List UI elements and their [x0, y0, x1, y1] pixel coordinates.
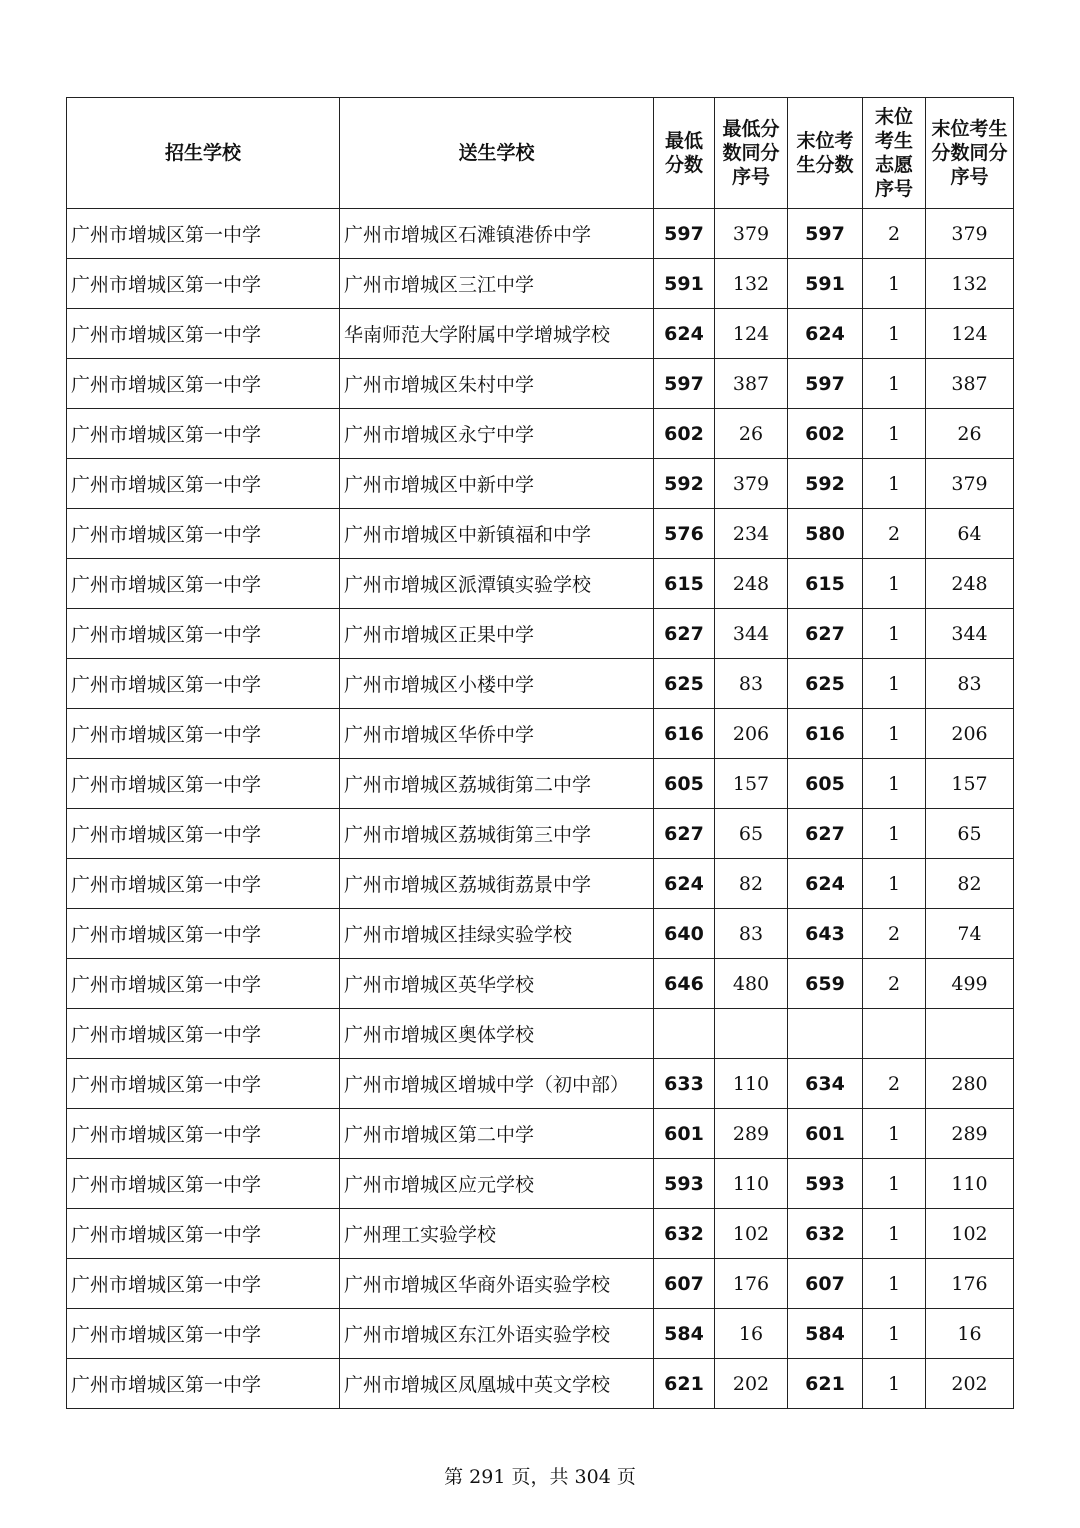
cell-last-student-score: 615	[788, 559, 863, 609]
cell-sending-school: 广州理工实验学校	[340, 1209, 654, 1259]
cell-min-score: 627	[654, 609, 715, 659]
table-row	[67, 659, 1014, 709]
cell-recruiting-school: 广州市增城区第一中学	[67, 1209, 340, 1259]
cell-last-student-choice-rank: 1	[863, 1159, 926, 1209]
cell-sending-school: 华南师范大学附属中学增城学校	[340, 309, 654, 359]
cell-sending-school: 广州市增城区华商外语实验学校	[340, 1259, 654, 1309]
cell-last-student-choice-rank: 1	[863, 309, 926, 359]
cell-last-student-score: 621	[788, 1359, 863, 1409]
cell-min-score: 625	[654, 659, 715, 709]
cell-last-student-tie-rank: 26	[926, 409, 1014, 459]
cell-last-student-choice-rank: 1	[863, 1109, 926, 1159]
table-row	[67, 1259, 1014, 1309]
cell-min-score: 592	[654, 459, 715, 509]
table-row	[67, 209, 1014, 259]
table-row	[67, 609, 1014, 659]
cell-last-student-choice-rank: 1	[863, 1259, 926, 1309]
header-line: 生分数	[796, 154, 854, 176]
cell-min-score-tie-rank: 206	[715, 709, 788, 759]
cell-last-student-tie-rank: 499	[926, 959, 1014, 1009]
cell-last-student-choice-rank: 1	[863, 659, 926, 709]
cell-last-student-choice-rank: 2	[863, 209, 926, 259]
cell-last-student-score: 627	[788, 809, 863, 859]
header-line: 招生学校	[164, 142, 241, 164]
header-line: 分数	[664, 154, 703, 176]
cell-recruiting-school: 广州市增城区第一中学	[67, 1159, 340, 1209]
header-line: 序号	[874, 178, 913, 200]
cell-last-student-score: 624	[788, 309, 863, 359]
cell-last-student-choice-rank: 1	[863, 1309, 926, 1359]
table-row	[67, 809, 1014, 859]
cell-last-student-tie-rank: 64	[926, 509, 1014, 559]
cell-last-student-choice-rank: 1	[863, 609, 926, 659]
cell-recruiting-school: 广州市增城区第一中学	[67, 959, 340, 1009]
cell-min-score-tie-rank: 132	[715, 259, 788, 309]
table-row	[67, 559, 1014, 609]
cell-sending-school: 广州市增城区派潭镇实验学校	[340, 559, 654, 609]
header-last-student-choice-rank	[863, 98, 926, 209]
cell-last-student-score: 643	[788, 909, 863, 959]
cell-recruiting-school: 广州市增城区第一中学	[67, 359, 340, 409]
cell-last-student-score: 659	[788, 959, 863, 1009]
cell-last-student-choice-rank: 1	[863, 759, 926, 809]
header-min-score	[654, 98, 715, 209]
cell-min-score: 646	[654, 959, 715, 1009]
cell-min-score-tie-rank: 110	[715, 1159, 788, 1209]
cell-min-score-tie-rank: 248	[715, 559, 788, 609]
cell-last-student-tie-rank: 157	[926, 759, 1014, 809]
header-line: 数同分	[722, 142, 780, 164]
cell-recruiting-school: 广州市增城区第一中学	[67, 809, 340, 859]
cell-recruiting-school: 广州市增城区第一中学	[67, 1359, 340, 1409]
cell-sending-school: 广州市增城区中新中学	[340, 459, 654, 509]
table-row	[67, 1159, 1014, 1209]
cell-min-score-tie-rank: 379	[715, 209, 788, 259]
cell-recruiting-school: 广州市增城区第一中学	[67, 759, 340, 809]
cell-min-score-tie-rank: 26	[715, 409, 788, 459]
cell-min-score-tie-rank: 16	[715, 1309, 788, 1359]
cell-last-student-choice-rank	[863, 1009, 926, 1059]
cell-min-score: 597	[654, 209, 715, 259]
cell-min-score-tie-rank: 83	[715, 909, 788, 959]
cell-last-student-tie-rank: 132	[926, 259, 1014, 309]
cell-last-student-choice-rank: 1	[863, 859, 926, 909]
cell-min-score: 593	[654, 1159, 715, 1209]
cell-min-score-tie-rank: 344	[715, 609, 788, 659]
cell-last-student-score: 627	[788, 609, 863, 659]
cell-last-student-score: 584	[788, 1309, 863, 1359]
cell-last-student-tie-rank: 248	[926, 559, 1014, 609]
cell-min-score: 605	[654, 759, 715, 809]
cell-sending-school: 广州市增城区朱村中学	[340, 359, 654, 409]
cell-min-score-tie-rank: 480	[715, 959, 788, 1009]
cell-recruiting-school: 广州市增城区第一中学	[67, 309, 340, 359]
header-line: 分数同分	[931, 142, 1008, 164]
cell-last-student-tie-rank: 202	[926, 1359, 1014, 1409]
cell-min-score	[654, 1009, 715, 1059]
header-line: 最低分	[722, 118, 780, 140]
header-line: 送生学校	[458, 142, 535, 164]
cell-min-score: 615	[654, 559, 715, 609]
cell-min-score-tie-rank: 124	[715, 309, 788, 359]
cell-last-student-tie-rank: 387	[926, 359, 1014, 409]
table-row	[67, 409, 1014, 459]
table-row	[67, 509, 1014, 559]
cell-min-score-tie-rank: 379	[715, 459, 788, 509]
cell-recruiting-school: 广州市增城区第一中学	[67, 1059, 340, 1109]
cell-min-score-tie-rank: 82	[715, 859, 788, 909]
cell-recruiting-school: 广州市增城区第一中学	[67, 709, 340, 759]
cell-sending-school: 广州市增城区三江中学	[340, 259, 654, 309]
cell-last-student-choice-rank: 1	[863, 459, 926, 509]
cell-last-student-tie-rank: 379	[926, 209, 1014, 259]
cell-recruiting-school: 广州市增城区第一中学	[67, 459, 340, 509]
cell-sending-school: 广州市增城区石滩镇港侨中学	[340, 209, 654, 259]
cell-recruiting-school: 广州市增城区第一中学	[67, 409, 340, 459]
cell-last-student-choice-rank: 1	[863, 559, 926, 609]
cell-last-student-choice-rank: 1	[863, 259, 926, 309]
header-line: 志愿	[874, 154, 913, 176]
cell-min-score-tie-rank: 157	[715, 759, 788, 809]
cell-sending-school: 广州市增城区凤凰城中英文学校	[340, 1359, 654, 1409]
cell-last-student-score: 602	[788, 409, 863, 459]
cell-last-student-tie-rank: 82	[926, 859, 1014, 909]
table-row	[67, 909, 1014, 959]
cell-sending-school: 广州市增城区正果中学	[340, 609, 654, 659]
cell-last-student-tie-rank: 280	[926, 1059, 1014, 1109]
cell-recruiting-school: 广州市增城区第一中学	[67, 509, 340, 559]
cell-last-student-choice-rank: 2	[863, 509, 926, 559]
table-body	[67, 209, 1014, 1409]
cell-last-student-choice-rank: 1	[863, 809, 926, 859]
cell-sending-school: 广州市增城区中新镇福和中学	[340, 509, 654, 559]
cell-last-student-tie-rank: 344	[926, 609, 1014, 659]
cell-last-student-choice-rank: 2	[863, 959, 926, 1009]
cell-min-score: 640	[654, 909, 715, 959]
table-row	[67, 459, 1014, 509]
cell-min-score-tie-rank: 202	[715, 1359, 788, 1409]
cell-sending-school: 广州市增城区奥体学校	[340, 1009, 654, 1059]
cell-last-student-score: 591	[788, 259, 863, 309]
table-row	[67, 1009, 1014, 1059]
cell-min-score: 624	[654, 309, 715, 359]
cell-sending-school: 广州市增城区华侨中学	[340, 709, 654, 759]
cell-sending-school: 广州市增城区增城中学（初中部）	[340, 1059, 654, 1109]
cell-sending-school: 广州市增城区挂绿实验学校	[340, 909, 654, 959]
cell-sending-school: 广州市增城区应元学校	[340, 1159, 654, 1209]
table-row	[67, 1059, 1014, 1109]
cell-last-student-score: 597	[788, 209, 863, 259]
cell-last-student-tie-rank: 206	[926, 709, 1014, 759]
cell-min-score-tie-rank: 83	[715, 659, 788, 709]
header-min-score-tie-rank	[715, 98, 788, 209]
cell-last-student-tie-rank: 289	[926, 1109, 1014, 1159]
cell-min-score: 632	[654, 1209, 715, 1259]
cell-min-score-tie-rank: 102	[715, 1209, 788, 1259]
cell-recruiting-school: 广州市增城区第一中学	[67, 1009, 340, 1059]
cell-min-score: 616	[654, 709, 715, 759]
cell-recruiting-school: 广州市增城区第一中学	[67, 1109, 340, 1159]
cell-last-student-tie-rank: 176	[926, 1259, 1014, 1309]
cell-last-student-score: 593	[788, 1159, 863, 1209]
cell-min-score: 597	[654, 359, 715, 409]
header-line: 末位	[874, 106, 913, 128]
cell-last-student-choice-rank: 2	[863, 909, 926, 959]
cell-last-student-choice-rank: 1	[863, 359, 926, 409]
cell-min-score: 591	[654, 259, 715, 309]
cell-sending-school: 广州市增城区东江外语实验学校	[340, 1309, 654, 1359]
cell-sending-school: 广州市增城区荔城街荔景中学	[340, 859, 654, 909]
cell-recruiting-school: 广州市增城区第一中学	[67, 1259, 340, 1309]
cell-last-student-score	[788, 1009, 863, 1059]
cell-min-score-tie-rank: 387	[715, 359, 788, 409]
cell-recruiting-school: 广州市增城区第一中学	[67, 1309, 340, 1359]
cell-last-student-tie-rank: 65	[926, 809, 1014, 859]
cell-recruiting-school: 广州市增城区第一中学	[67, 559, 340, 609]
table-row	[67, 1309, 1014, 1359]
cell-min-score: 576	[654, 509, 715, 559]
header-line: 序号	[731, 166, 770, 188]
cell-sending-school: 广州市增城区荔城街第三中学	[340, 809, 654, 859]
cell-last-student-tie-rank: 74	[926, 909, 1014, 959]
cell-min-score: 621	[654, 1359, 715, 1409]
cell-last-student-score: 605	[788, 759, 863, 809]
cell-last-student-tie-rank: 102	[926, 1209, 1014, 1259]
cell-sending-school: 广州市增城区英华学校	[340, 959, 654, 1009]
cell-sending-school: 广州市增城区第二中学	[340, 1109, 654, 1159]
cell-min-score: 602	[654, 409, 715, 459]
cell-recruiting-school: 广州市增城区第一中学	[67, 909, 340, 959]
header-line: 末位考生	[931, 118, 1008, 140]
cell-last-student-tie-rank: 16	[926, 1309, 1014, 1359]
page-footer: 第 291 页，共 304 页	[444, 1466, 636, 1488]
cell-min-score-tie-rank	[715, 1009, 788, 1059]
cell-sending-school: 广州市增城区小楼中学	[340, 659, 654, 709]
cell-recruiting-school: 广州市增城区第一中学	[67, 859, 340, 909]
table-row	[67, 759, 1014, 809]
table-row	[67, 1109, 1014, 1159]
cell-last-student-score: 592	[788, 459, 863, 509]
cell-last-student-score: 601	[788, 1109, 863, 1159]
cell-last-student-score: 632	[788, 1209, 863, 1259]
header-last-student-score	[788, 98, 863, 209]
table-row	[67, 1359, 1014, 1409]
cell-last-student-score: 624	[788, 859, 863, 909]
cell-min-score-tie-rank: 65	[715, 809, 788, 859]
cell-last-student-tie-rank	[926, 1009, 1014, 1059]
cell-last-student-score: 616	[788, 709, 863, 759]
cell-sending-school: 广州市增城区永宁中学	[340, 409, 654, 459]
cell-last-student-score: 580	[788, 509, 863, 559]
header-line: 序号	[950, 166, 989, 188]
cell-min-score: 584	[654, 1309, 715, 1359]
cell-last-student-tie-rank: 110	[926, 1159, 1014, 1209]
cell-last-student-tie-rank: 83	[926, 659, 1014, 709]
cell-last-student-choice-rank: 1	[863, 1359, 926, 1409]
header-last-student-tie-rank	[926, 98, 1014, 209]
table-row	[67, 709, 1014, 759]
header-line: 最低	[664, 130, 703, 152]
table-row	[67, 309, 1014, 359]
cell-min-score-tie-rank: 289	[715, 1109, 788, 1159]
cell-last-student-score: 634	[788, 1059, 863, 1109]
cell-last-student-choice-rank: 1	[863, 709, 926, 759]
cell-min-score: 601	[654, 1109, 715, 1159]
cell-last-student-score: 607	[788, 1259, 863, 1309]
cell-min-score: 607	[654, 1259, 715, 1309]
cell-last-student-tie-rank: 124	[926, 309, 1014, 359]
table-row	[67, 1209, 1014, 1259]
cell-min-score: 633	[654, 1059, 715, 1109]
cell-min-score: 627	[654, 809, 715, 859]
cell-last-student-score: 597	[788, 359, 863, 409]
cell-sending-school: 广州市增城区荔城街第二中学	[340, 759, 654, 809]
table-row	[67, 959, 1014, 1009]
cell-recruiting-school: 广州市增城区第一中学	[67, 209, 340, 259]
cell-last-student-tie-rank: 379	[926, 459, 1014, 509]
cell-last-student-choice-rank: 1	[863, 1209, 926, 1259]
cell-recruiting-school: 广州市增城区第一中学	[67, 609, 340, 659]
cell-min-score-tie-rank: 110	[715, 1059, 788, 1109]
cell-last-student-choice-rank: 2	[863, 1059, 926, 1109]
header-line: 末位考	[796, 130, 854, 152]
header-recruiting-school	[67, 98, 340, 209]
admission-score-table	[66, 97, 1014, 1409]
header-row	[67, 98, 1014, 209]
cell-last-student-score: 625	[788, 659, 863, 709]
table-row	[67, 259, 1014, 309]
header-line: 考生	[874, 130, 913, 152]
table-header	[67, 98, 1014, 209]
table-row	[67, 359, 1014, 409]
cell-min-score-tie-rank: 234	[715, 509, 788, 559]
cell-recruiting-school: 广州市增城区第一中学	[67, 259, 340, 309]
cell-recruiting-school: 广州市增城区第一中学	[67, 659, 340, 709]
cell-min-score-tie-rank: 176	[715, 1259, 788, 1309]
cell-last-student-choice-rank: 1	[863, 409, 926, 459]
table-row	[67, 859, 1014, 909]
header-sending-school	[340, 98, 654, 209]
cell-min-score: 624	[654, 859, 715, 909]
